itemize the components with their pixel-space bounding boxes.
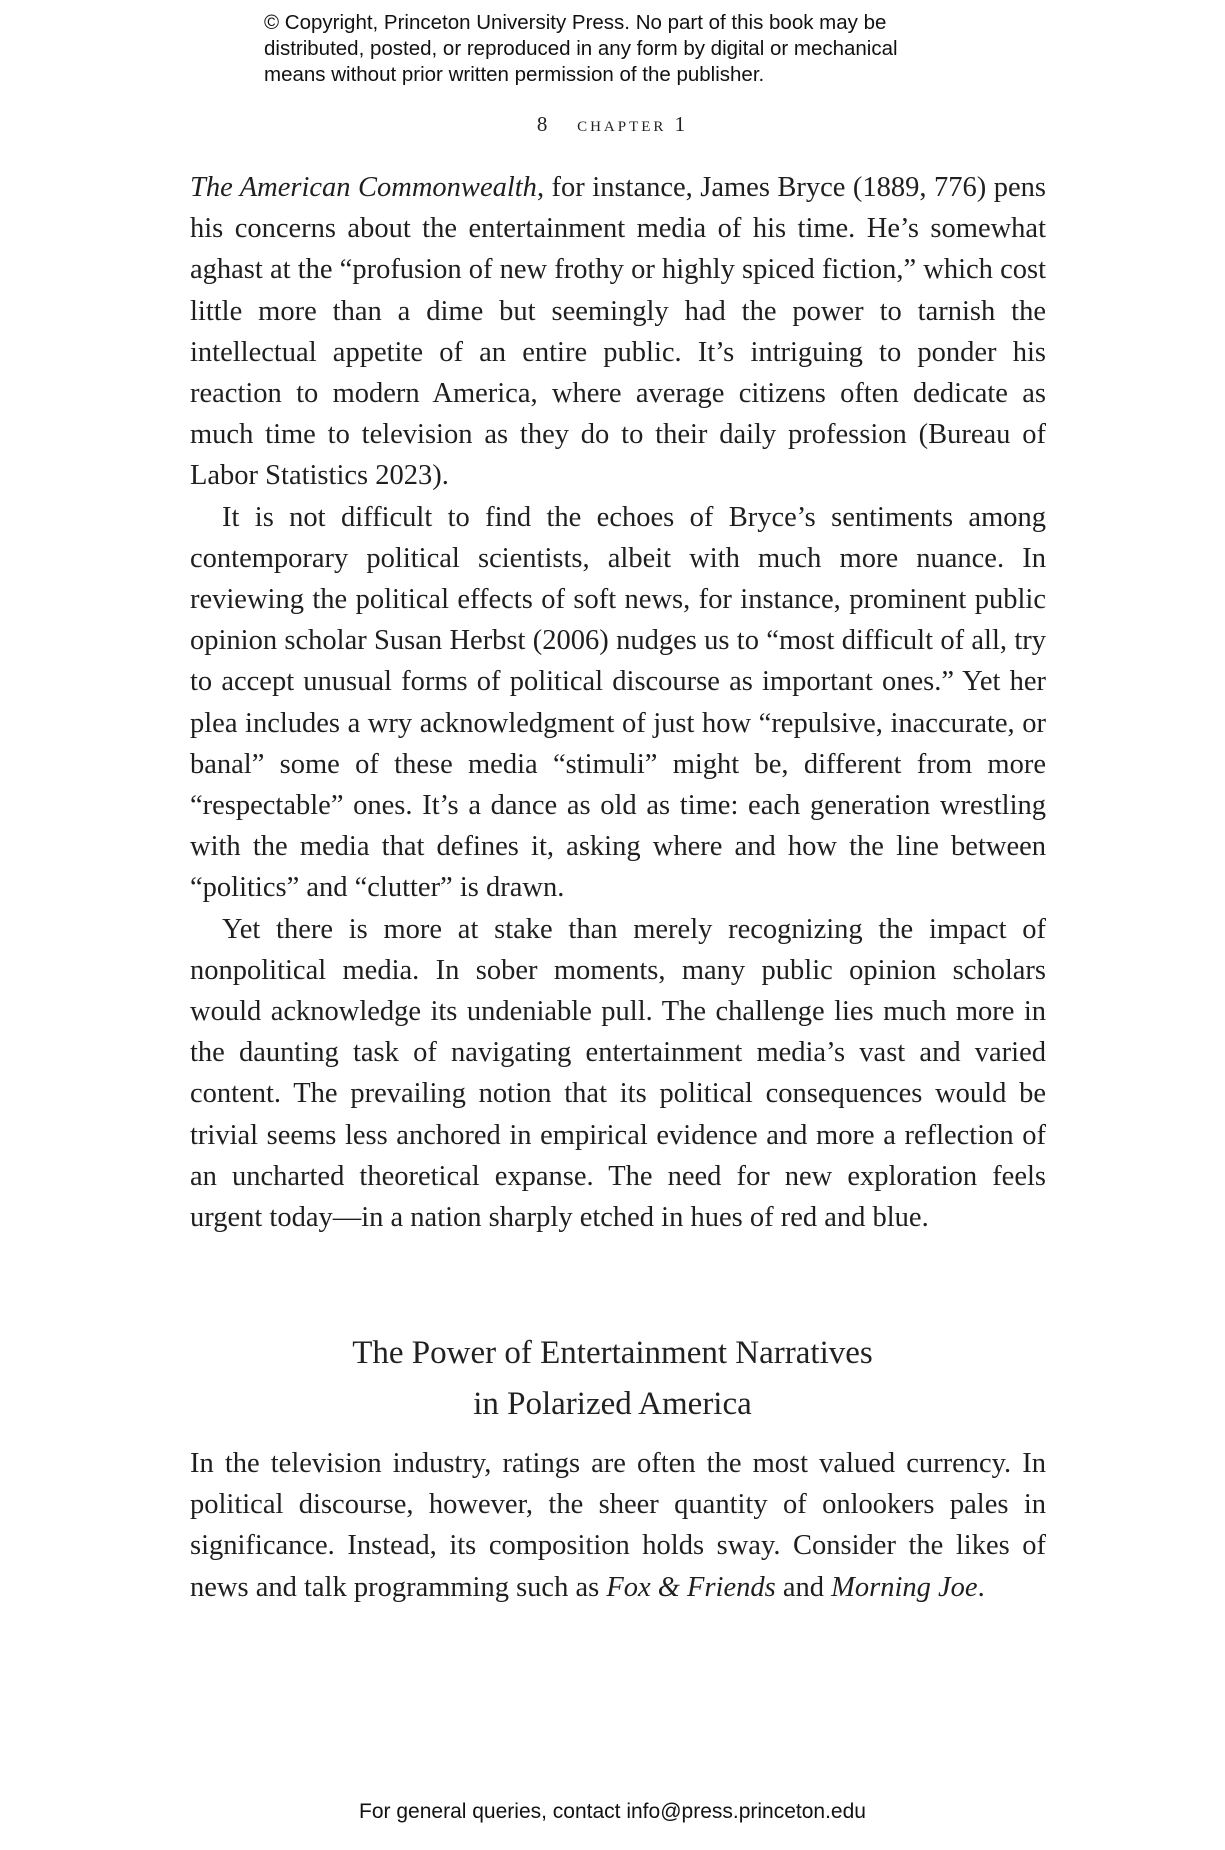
footer-contact: For general queries, contact info@press.princeton.edu xyxy=(359,1800,866,1823)
paragraph-text: , for instance, James Bryce (1889, 776) pens his concerns about the entertainment media of his time. He’s somewhat aghast at the “profusion of new frothy or highly spiced fiction,” which cost little more than a dime but seemingly had the power to tarnish the intellectual appetite of an entire public. It’s intriguing to ponder his reaction to modern America, where average citizens often dedicate as much time to television as they do to their daily profession (Bureau of Labor Statistics 2023). xyxy=(190,172,1047,492)
chapter-label: chapter 1 xyxy=(577,112,689,136)
book-title: The American Commonwealth xyxy=(190,172,537,203)
paragraph: Yet there is more at stake than merely recognizing the impact of nonpolitical media. In sober moments, many public opinion scholars would acknowledge its undeniable pull. The challenge lies much more in the daunting task of navigating entertainment media’s vast and varied content. The prevailing notion that its political consequences would be trivial seems less anchored in empirical evidence and more a reflection of an uncharted theoretical expanse. The need for new exploration feels urgent today—in a nation sharply etched in hues of red and blue. xyxy=(190,913,1046,1234)
section-body-text xyxy=(190,1443,1046,1608)
show-title: Morning Joe xyxy=(831,1571,978,1603)
paragraph xyxy=(190,167,1046,497)
copyright-line: means without prior written permission of the publisher. xyxy=(264,63,765,86)
section-heading-line: The Power of Entertainment Narratives xyxy=(352,1335,873,1371)
show-title: Fox & Friends xyxy=(606,1571,776,1603)
paragraph-text: and xyxy=(775,1571,832,1603)
section-heading xyxy=(0,1328,1225,1430)
paragraph-text: In the television industry, ratings are often the most valued currency. In political discourse, however, the sheer quantity of onlookers pales in significance. Instead, its composition holds sway. Consider the likes of news and talk programming such as xyxy=(190,1448,1046,1603)
body-text xyxy=(190,167,1046,1238)
running-head xyxy=(0,112,1225,137)
copyright-line: distributed, posted, or reproduced in any form by digital or mechanical xyxy=(264,37,898,60)
section-heading-line: in Polarized America xyxy=(473,1386,752,1422)
paragraph xyxy=(190,1443,1046,1608)
copyright-line: © Copyright, Princeton University Press. No part of this book may be xyxy=(264,11,887,34)
paragraph-text: . xyxy=(977,1571,985,1603)
page-number: 8 xyxy=(536,112,548,136)
copyright-notice xyxy=(264,10,984,88)
paragraph: It is not difficult to find the echoes of Bryce’s sentiments among contemporary political scientists, albeit with much more nuance. In reviewing the political effects of soft news, for instance, prominent public opinion scholar Susan Herbst (2006) nudges us to “most difficult of all, try to accept unusual forms of political discourse as important ones.” Yet her plea includes a wry acknowledgment of just how “repulsive, inaccurate, or banal” some of these media “stimuli” might be, different from more “respectable” ones. It’s a dance as old as time: each generation wrestling with the media that defines it, asking where and how the line between “politics” and “clutter” is drawn. xyxy=(190,501,1046,904)
